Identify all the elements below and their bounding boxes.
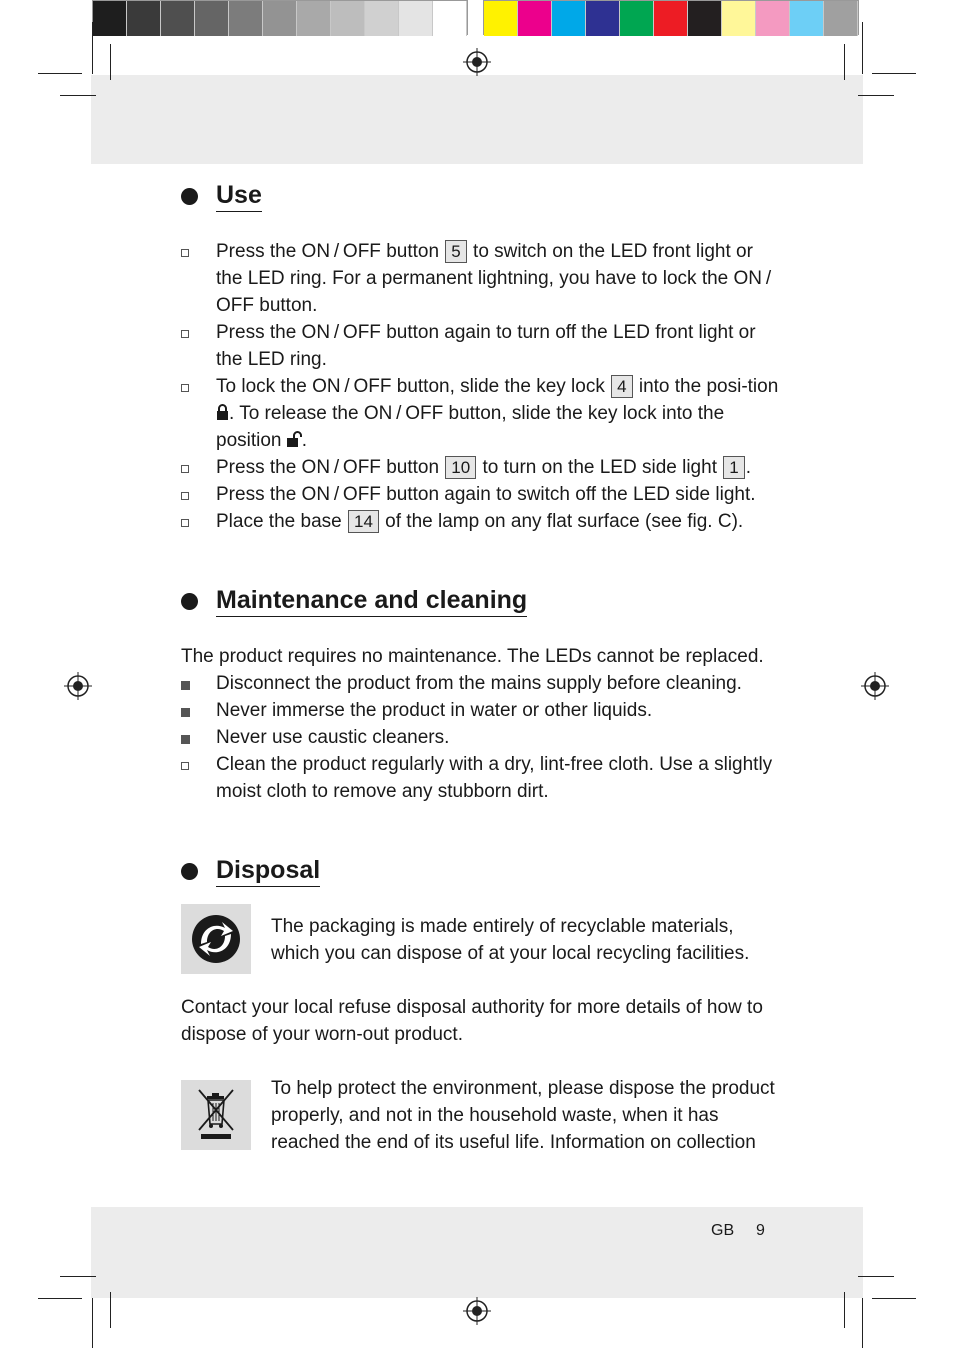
filled-square-bullet-icon bbox=[181, 708, 190, 717]
item-text: Press the ON / OFF button again to turn off the LED front light or the LED ring. bbox=[216, 322, 756, 370]
list-item bbox=[181, 724, 781, 751]
filled-square-bullet-icon bbox=[181, 735, 190, 744]
color-swatch bbox=[433, 1, 467, 36]
item-text: Clean the product regularly with a dry, lint-free cloth. Use a slightly moist cloth to remove any stubborn dirt. bbox=[216, 754, 773, 802]
heading-bullet-icon bbox=[181, 863, 198, 880]
crop-mark bbox=[858, 1276, 894, 1277]
item-text: into the posi-tion bbox=[633, 376, 779, 397]
section-heading-disposal bbox=[181, 856, 320, 887]
crop-mark bbox=[862, 1298, 863, 1348]
heading-bullet-icon bbox=[181, 593, 198, 610]
crop-mark bbox=[38, 73, 82, 74]
item-text: . bbox=[745, 457, 752, 478]
contact-text: Contact your local refuse disposal authority for more details of how to dispose of your worn-out product. bbox=[181, 997, 763, 1045]
footer-band bbox=[91, 1207, 863, 1298]
item-text: Press the ON / OFF button bbox=[216, 241, 445, 262]
item-text: . bbox=[301, 430, 308, 451]
language-code: GB bbox=[711, 1222, 735, 1239]
registration-mark-icon bbox=[463, 48, 491, 76]
item-text: Place the base bbox=[216, 511, 347, 532]
item-text: Never immerse the product in water or other liquids. bbox=[216, 700, 653, 721]
use-instructions-list bbox=[181, 238, 781, 535]
crop-mark bbox=[862, 22, 863, 74]
crop-mark bbox=[872, 1298, 916, 1299]
list-item bbox=[181, 238, 781, 319]
filled-square-bullet-icon bbox=[181, 681, 190, 690]
open-square-bullet-icon bbox=[181, 330, 189, 338]
page-number: 9 bbox=[756, 1222, 765, 1239]
registration-mark-icon bbox=[861, 672, 889, 700]
part-reference: 14 bbox=[348, 510, 379, 533]
color-swatch bbox=[620, 1, 654, 36]
crop-mark bbox=[60, 1276, 96, 1277]
crop-mark bbox=[92, 22, 93, 74]
color-swatch bbox=[365, 1, 399, 36]
list-item bbox=[181, 481, 781, 508]
maintenance-intro: The product requires no maintenance. The LEDs cannot be replaced. bbox=[181, 646, 764, 667]
color-swatch bbox=[790, 1, 824, 36]
crop-mark bbox=[92, 1298, 93, 1348]
part-reference: 5 bbox=[445, 240, 466, 263]
color-swatch bbox=[399, 1, 433, 36]
list-item bbox=[181, 751, 781, 805]
crop-mark bbox=[858, 95, 894, 96]
crop-mark bbox=[844, 44, 845, 80]
section-heading-maintenance bbox=[181, 586, 527, 617]
color-swatch bbox=[756, 1, 790, 36]
open-square-bullet-icon bbox=[181, 465, 189, 473]
section-title: Disposal bbox=[216, 856, 320, 887]
color-swatch bbox=[824, 1, 858, 36]
color-swatch bbox=[263, 1, 297, 36]
color-swatch bbox=[331, 1, 365, 36]
color-swatch bbox=[93, 1, 127, 36]
part-reference: 4 bbox=[611, 375, 632, 398]
open-square-bullet-icon bbox=[181, 519, 189, 527]
color-swatch bbox=[127, 1, 161, 36]
color-swatch bbox=[688, 1, 722, 36]
list-item bbox=[181, 319, 781, 373]
item-text: . To release the ON / OFF button, slide the key lock into the position bbox=[216, 403, 725, 451]
list-item bbox=[181, 697, 781, 724]
header-band bbox=[91, 75, 863, 164]
item-text: Press the ON / OFF button again to switch off the LED side light. bbox=[216, 484, 756, 505]
item-text: to turn on the LED side light bbox=[477, 457, 723, 478]
item-text: of the lamp on any flat surface (see fig. C). bbox=[379, 511, 744, 532]
item-text: to switch on the LED front light or the LED ring. For a permanent lightning, you have to lock the ON / OFF button. bbox=[216, 241, 775, 316]
color-swatch bbox=[229, 1, 263, 36]
crop-mark bbox=[38, 1298, 82, 1299]
color-swatch bbox=[552, 1, 586, 36]
registration-mark-icon bbox=[64, 672, 92, 700]
item-text: To lock the ON / OFF button, slide the key lock bbox=[216, 376, 611, 397]
weee-crossed-bin-icon bbox=[181, 1080, 251, 1150]
section-title: Maintenance and cleaning bbox=[216, 586, 527, 617]
list-item bbox=[181, 454, 781, 481]
section-heading-use bbox=[181, 181, 262, 212]
color-swatch bbox=[518, 1, 552, 36]
crop-mark bbox=[60, 95, 96, 96]
crop-mark bbox=[872, 73, 916, 74]
crop-mark bbox=[844, 1292, 845, 1328]
color-swatch bbox=[722, 1, 756, 36]
section-title: Use bbox=[216, 181, 262, 212]
packaging-text: The packaging is made entirely of recyclable materials, which you can dispose of at your local recycling facilities. bbox=[271, 916, 750, 964]
heading-bullet-icon bbox=[181, 188, 198, 205]
color-swatch bbox=[654, 1, 688, 36]
color-swatch bbox=[297, 1, 331, 36]
part-reference: 1 bbox=[723, 456, 744, 479]
crop-mark bbox=[110, 1292, 111, 1328]
open-square-bullet-icon bbox=[181, 762, 189, 770]
color-swatch bbox=[484, 1, 518, 36]
grayscale-color-bar bbox=[92, 0, 468, 35]
open-square-bullet-icon bbox=[181, 384, 189, 392]
crop-mark bbox=[110, 44, 111, 80]
item-text: Disconnect the product from the mains supply before cleaning. bbox=[216, 673, 742, 694]
lock-closed-icon bbox=[216, 404, 229, 420]
list-item bbox=[181, 373, 781, 454]
lock-open-icon bbox=[287, 431, 302, 447]
open-square-bullet-icon bbox=[181, 249, 189, 257]
registration-mark-icon bbox=[463, 1297, 491, 1325]
weee-text: To help protect the environment, please dispose the product properly, and not in the household waste, when it has reached the end of its useful life. Information on collection bbox=[271, 1078, 775, 1153]
list-item bbox=[181, 508, 781, 535]
item-text: Press the ON / OFF button bbox=[216, 457, 445, 478]
color-swatch bbox=[161, 1, 195, 36]
item-text: Never use caustic cleaners. bbox=[216, 727, 450, 748]
color-swatch bbox=[586, 1, 620, 36]
open-square-bullet-icon bbox=[181, 492, 189, 500]
recycling-green-dot-icon bbox=[181, 904, 251, 974]
color-swatch bbox=[195, 1, 229, 36]
part-reference: 10 bbox=[445, 456, 476, 479]
process-color-bar bbox=[483, 0, 859, 35]
maintenance-list bbox=[181, 670, 781, 805]
list-item bbox=[181, 670, 781, 697]
